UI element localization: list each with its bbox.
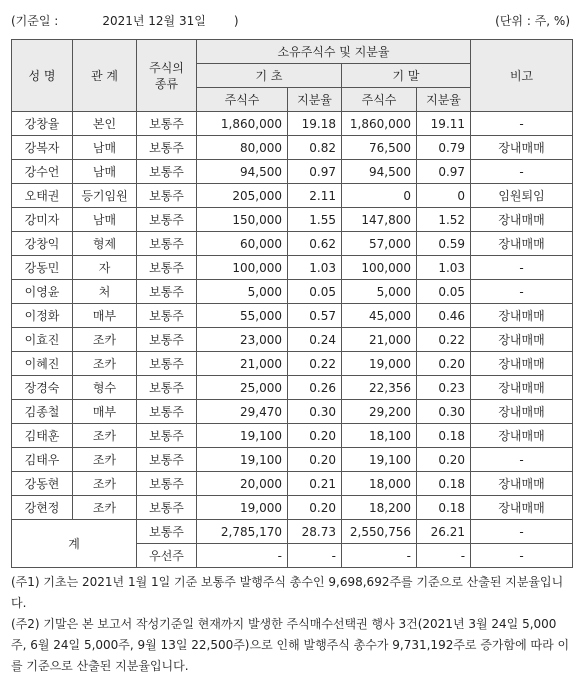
cell-begin-shares: 1,860,000	[197, 112, 288, 136]
cell-end-shares: 147,800	[342, 208, 417, 232]
cell-remark: 장내매매	[471, 424, 573, 448]
cell-end-ratio: 1.52	[417, 208, 471, 232]
cell-type: 보통주	[137, 448, 197, 472]
cell-remark: 장내매매	[471, 376, 573, 400]
cell-remark: 장내매매	[471, 304, 573, 328]
cell-begin-ratio: 0.30	[288, 400, 342, 424]
cell-begin-shares: 150,000	[197, 208, 288, 232]
cell-end-shares: -	[342, 544, 417, 568]
cell-end-ratio: 0.79	[417, 136, 471, 160]
cell-begin-ratio: 2.11	[288, 184, 342, 208]
cell-name: 강창율	[12, 112, 73, 136]
table-row	[12, 280, 573, 304]
cell-begin-ratio: 28.73	[288, 520, 342, 544]
table-row	[12, 448, 573, 472]
cell-name: 강창익	[12, 232, 73, 256]
cell-begin-shares: 23,000	[197, 328, 288, 352]
cell-begin-shares: 25,000	[197, 376, 288, 400]
cell-begin-shares: 100,000	[197, 256, 288, 280]
cell-relation: 처	[73, 280, 137, 304]
cell-name: 장경숙	[12, 376, 73, 400]
cell-end-shares: 2,550,756	[342, 520, 417, 544]
cell-end-shares: 5,000	[342, 280, 417, 304]
cell-type: 보통주	[137, 376, 197, 400]
cell-relation: 조카	[73, 328, 137, 352]
cell-type: 보통주	[137, 328, 197, 352]
cell-remark: 장내매매	[471, 472, 573, 496]
base-date-label: (기준일 :	[11, 14, 59, 28]
table-row	[12, 472, 573, 496]
cell-begin-ratio: 0.22	[288, 352, 342, 376]
cell-remark: 장내매매	[471, 136, 573, 160]
cell-relation: 남매	[73, 208, 137, 232]
cell-begin-shares: 21,000	[197, 352, 288, 376]
table-row	[12, 136, 573, 160]
col-begin-ratio: 지분율	[288, 88, 342, 112]
col-name: 성 명	[12, 40, 73, 112]
cell-type: 보통주	[137, 208, 197, 232]
col-begin-shares: 주식수	[197, 88, 288, 112]
cell-begin-shares: 5,000	[197, 280, 288, 304]
cell-end-shares: 1,860,000	[342, 112, 417, 136]
cell-begin-shares: 19,000	[197, 496, 288, 520]
cell-type: 보통주	[137, 184, 197, 208]
cell-end-shares: 100,000	[342, 256, 417, 280]
cell-remark: -	[471, 520, 573, 544]
cell-end-ratio: 0.20	[417, 448, 471, 472]
cell-relation: 조카	[73, 472, 137, 496]
col-begin: 기 초	[197, 64, 342, 88]
cell-name: 강복자	[12, 136, 73, 160]
cell-end-ratio: 0.46	[417, 304, 471, 328]
footnotes	[11, 572, 571, 677]
cell-type: 보통주	[137, 400, 197, 424]
cell-name: 강수언	[12, 160, 73, 184]
cell-remark: 임원퇴임	[471, 184, 573, 208]
cell-end-ratio: 0.20	[417, 352, 471, 376]
cell-name: 김태훈	[12, 424, 73, 448]
total-label: 계	[12, 520, 137, 568]
cell-type: 우선주	[137, 544, 197, 568]
cell-type: 보통주	[137, 424, 197, 448]
table-row	[12, 232, 573, 256]
cell-remark: 장내매매	[471, 400, 573, 424]
cell-type: 보통주	[137, 256, 197, 280]
cell-end-shares: 57,000	[342, 232, 417, 256]
cell-begin-ratio: 0.21	[288, 472, 342, 496]
cell-remark: 장내매매	[471, 496, 573, 520]
cell-end-shares: 18,000	[342, 472, 417, 496]
cell-begin-ratio: 0.82	[288, 136, 342, 160]
cell-type: 보통주	[137, 136, 197, 160]
cell-end-ratio: 0.59	[417, 232, 471, 256]
cell-end-shares: 19,000	[342, 352, 417, 376]
col-ownership: 소유주식수 및 지분율	[197, 40, 471, 64]
cell-remark: 장내매매	[471, 352, 573, 376]
cell-end-ratio: -	[417, 544, 471, 568]
cell-begin-shares: 55,000	[197, 304, 288, 328]
cell-name: 강미자	[12, 208, 73, 232]
cell-type: 보통주	[137, 112, 197, 136]
cell-relation: 남매	[73, 136, 137, 160]
table-row	[12, 112, 573, 136]
cell-begin-ratio: 0.05	[288, 280, 342, 304]
table-header-info	[0, 0, 580, 30]
cell-type: 보통주	[137, 304, 197, 328]
unit-label: (단위 : 주, %)	[495, 14, 570, 28]
cell-begin-shares: 19,100	[197, 448, 288, 472]
cell-begin-shares: 29,470	[197, 400, 288, 424]
cell-begin-ratio: 0.57	[288, 304, 342, 328]
cell-end-shares: 29,200	[342, 400, 417, 424]
cell-relation: 조카	[73, 352, 137, 376]
total-row-common	[12, 520, 573, 544]
cell-end-shares: 94,500	[342, 160, 417, 184]
cell-name: 김태우	[12, 448, 73, 472]
cell-type: 보통주	[137, 232, 197, 256]
cell-begin-shares: 205,000	[197, 184, 288, 208]
cell-name: 강동현	[12, 472, 73, 496]
base-date	[11, 12, 239, 29]
cell-end-ratio: 19.11	[417, 112, 471, 136]
cell-end-shares: 45,000	[342, 304, 417, 328]
cell-relation: 자	[73, 256, 137, 280]
cell-begin-shares: 80,000	[197, 136, 288, 160]
cell-relation: 본인	[73, 112, 137, 136]
cell-relation: 조카	[73, 496, 137, 520]
cell-end-ratio: 0.22	[417, 328, 471, 352]
cell-relation: 등기임원	[73, 184, 137, 208]
cell-end-ratio: 26.21	[417, 520, 471, 544]
cell-begin-shares: 2,785,170	[197, 520, 288, 544]
cell-end-ratio: 0.05	[417, 280, 471, 304]
cell-name: 김종철	[12, 400, 73, 424]
cell-name: 이정화	[12, 304, 73, 328]
table-row	[12, 184, 573, 208]
cell-begin-ratio: 0.20	[288, 424, 342, 448]
table-row	[12, 304, 573, 328]
cell-end-shares: 0	[342, 184, 417, 208]
cell-type: 보통주	[137, 160, 197, 184]
cell-name: 이혜진	[12, 352, 73, 376]
cell-remark: -	[471, 280, 573, 304]
cell-begin-shares: 60,000	[197, 232, 288, 256]
cell-end-ratio: 0.18	[417, 496, 471, 520]
cell-begin-ratio: -	[288, 544, 342, 568]
col-remark: 비고	[471, 40, 573, 112]
footnote-2: (주2) 기말은 본 보고서 작성기준일 현재까지 발생한 주식매수선택권 행사 3건(2021년 3월 24일 5,000주, 6월 24일 5,000주, 9월 13일 22,500주)으로 인해 발행주식 총수가 9,731,192주로 증가함에 따라 이를 기준으로 산출된 지분율입니다.	[11, 617, 570, 673]
cell-end-ratio: 0.23	[417, 376, 471, 400]
base-date-close: )	[233, 14, 239, 28]
col-end-ratio: 지분율	[417, 88, 471, 112]
cell-begin-ratio: 19.18	[288, 112, 342, 136]
cell-remark: 장내매매	[471, 328, 573, 352]
col-end-shares: 주식수	[342, 88, 417, 112]
cell-type: 보통주	[137, 472, 197, 496]
table-row	[12, 160, 573, 184]
cell-begin-shares: 94,500	[197, 160, 288, 184]
shareholder-table	[11, 39, 573, 568]
cell-remark: 장내매매	[471, 232, 573, 256]
cell-remark: -	[471, 112, 573, 136]
cell-end-shares: 19,100	[342, 448, 417, 472]
cell-type: 보통주	[137, 520, 197, 544]
cell-remark: -	[471, 448, 573, 472]
cell-end-shares: 22,356	[342, 376, 417, 400]
cell-relation: 남매	[73, 160, 137, 184]
cell-name: 오태권	[12, 184, 73, 208]
col-stock-type: 주식의 종류	[137, 40, 197, 112]
cell-end-shares: 21,000	[342, 328, 417, 352]
cell-remark: -	[471, 256, 573, 280]
cell-type: 보통주	[137, 280, 197, 304]
cell-relation: 조카	[73, 448, 137, 472]
cell-relation: 매부	[73, 400, 137, 424]
cell-begin-ratio: 0.26	[288, 376, 342, 400]
cell-relation: 조카	[73, 424, 137, 448]
table-row	[12, 256, 573, 280]
cell-end-ratio: 0.18	[417, 472, 471, 496]
cell-remark: -	[471, 544, 573, 568]
cell-name: 강동민	[12, 256, 73, 280]
cell-end-shares: 18,100	[342, 424, 417, 448]
cell-type: 보통주	[137, 496, 197, 520]
cell-begin-ratio: 1.55	[288, 208, 342, 232]
cell-begin-shares: 20,000	[197, 472, 288, 496]
col-end: 기 말	[342, 64, 471, 88]
cell-name: 강현정	[12, 496, 73, 520]
table-row	[12, 496, 573, 520]
col-relation: 관 계	[73, 40, 137, 112]
cell-end-ratio: 0.18	[417, 424, 471, 448]
cell-end-ratio: 0.30	[417, 400, 471, 424]
cell-begin-ratio: 0.62	[288, 232, 342, 256]
cell-remark: 장내매매	[471, 208, 573, 232]
cell-name: 이효진	[12, 328, 73, 352]
table-row	[12, 424, 573, 448]
cell-end-shares: 18,200	[342, 496, 417, 520]
cell-remark: -	[471, 160, 573, 184]
cell-end-shares: 76,500	[342, 136, 417, 160]
cell-begin-shares: -	[197, 544, 288, 568]
table-row	[12, 376, 573, 400]
cell-begin-ratio: 1.03	[288, 256, 342, 280]
cell-relation: 형수	[73, 376, 137, 400]
cell-end-ratio: 0.97	[417, 160, 471, 184]
cell-relation: 형제	[73, 232, 137, 256]
cell-end-ratio: 0	[417, 184, 471, 208]
base-date-value: 2021년 12월 31일	[102, 14, 206, 28]
table-row	[12, 208, 573, 232]
cell-begin-ratio: 0.20	[288, 448, 342, 472]
footnote-1: (주1) 기초는 2021년 1월 1일 기준 보통주 발행주식 총수인 9,698,692주를 기준으로 산출된 지분율입니다.	[11, 575, 564, 610]
cell-begin-ratio: 0.20	[288, 496, 342, 520]
cell-begin-shares: 19,100	[197, 424, 288, 448]
cell-type: 보통주	[137, 352, 197, 376]
table-row	[12, 352, 573, 376]
table-row	[12, 328, 573, 352]
cell-begin-ratio: 0.97	[288, 160, 342, 184]
cell-begin-ratio: 0.24	[288, 328, 342, 352]
cell-end-ratio: 1.03	[417, 256, 471, 280]
cell-relation: 매부	[73, 304, 137, 328]
cell-name: 이영윤	[12, 280, 73, 304]
table-row	[12, 400, 573, 424]
